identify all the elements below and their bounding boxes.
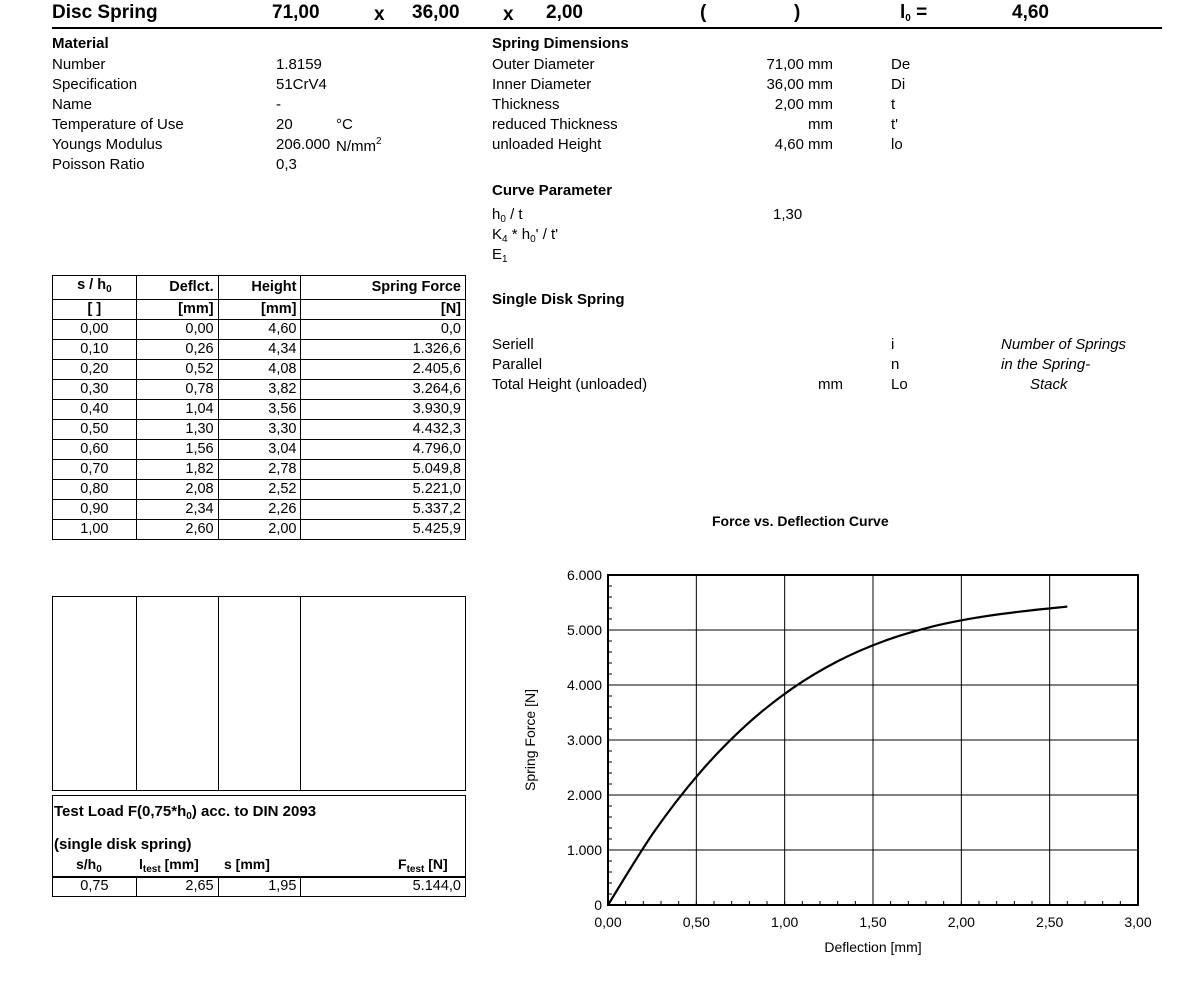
dimensions-heading: Spring Dimensions bbox=[492, 35, 629, 52]
x-tick-label: 1,50 bbox=[859, 914, 887, 930]
curve-param-h0t-value: 1,30 bbox=[773, 206, 803, 223]
dim-sym-thickness: t bbox=[891, 96, 896, 113]
cell: 2,26 bbox=[218, 500, 301, 520]
cell: 1,04 bbox=[136, 400, 218, 420]
material-heading: Material bbox=[52, 35, 109, 52]
table-row bbox=[53, 420, 466, 440]
dim-unit-height: mm bbox=[808, 136, 833, 153]
cell: 0,80 bbox=[53, 480, 137, 500]
single-note-2: in the Spring- bbox=[1001, 356, 1091, 373]
single-label-parallel: Parallel bbox=[492, 356, 543, 373]
testload-col-ltest: $l_{test}$ [mm] bbox=[139, 856, 199, 875]
cell: 1.326,6 bbox=[301, 340, 466, 360]
single-note-1: Number of Springs bbox=[1001, 336, 1127, 353]
empty-table-block bbox=[52, 596, 466, 791]
cell: 0,00 bbox=[136, 320, 218, 340]
dim-label-outer: Outer Diameter bbox=[492, 56, 595, 73]
cell: 0,00 bbox=[53, 320, 137, 340]
table-row bbox=[53, 460, 466, 480]
cell: 1,30 bbox=[136, 420, 218, 440]
testload-ltest-value: 2,65 bbox=[136, 877, 218, 897]
cell: 1,56 bbox=[136, 440, 218, 460]
cell: 2,00 bbox=[218, 520, 301, 540]
testload-col-ftest: $F_{test}$ [N] bbox=[398, 856, 448, 875]
cell: 0,70 bbox=[53, 460, 137, 480]
header-paren-close: ) bbox=[794, 2, 801, 23]
cell: 4,34 bbox=[218, 340, 301, 360]
testload-row bbox=[53, 877, 466, 897]
y-tick-label: 1.000 bbox=[566, 842, 602, 858]
cell: 4,60 bbox=[218, 320, 301, 340]
testload-values-table bbox=[52, 876, 466, 897]
y-tick-label: 3.000 bbox=[566, 732, 602, 748]
dim-value-inner: 36,00 bbox=[766, 76, 804, 93]
header-inner-diameter: 36,00 bbox=[412, 2, 460, 23]
cell: 2,08 bbox=[136, 480, 218, 500]
curve-param-h0t: $h_0$ / t bbox=[492, 206, 523, 225]
cell: 1,82 bbox=[136, 460, 218, 480]
table-row bbox=[53, 520, 466, 540]
cell: 0,26 bbox=[136, 340, 218, 360]
cell: 0,60 bbox=[53, 440, 137, 460]
col-unit-2: [mm] bbox=[136, 300, 218, 320]
chart-title: Force vs. Deflection Curve bbox=[712, 513, 889, 529]
col-unit-4: [N] bbox=[301, 300, 466, 320]
table-row bbox=[53, 480, 466, 500]
dim-sym-reduced: t' bbox=[891, 116, 899, 133]
cell: 3,82 bbox=[218, 380, 301, 400]
table-row bbox=[53, 340, 466, 360]
col-unit-3: [mm] bbox=[218, 300, 301, 320]
cell: 0,20 bbox=[53, 360, 137, 380]
material-unit-temp: °C bbox=[336, 116, 353, 133]
material-value-spec: 51CrV4 bbox=[276, 76, 327, 93]
dim-unit-outer: mm bbox=[808, 56, 833, 73]
cell: 4,08 bbox=[218, 360, 301, 380]
y-tick-label: 2.000 bbox=[566, 787, 602, 803]
material-value-number: 1.8159 bbox=[276, 56, 322, 73]
header-x1: x bbox=[374, 4, 385, 25]
y-tick-label: 0 bbox=[594, 897, 602, 913]
cell: 3.264,6 bbox=[301, 380, 466, 400]
y-axis-label: Spring Force [N] bbox=[522, 689, 538, 791]
table-header-row bbox=[53, 276, 466, 300]
cell: 0,50 bbox=[53, 420, 137, 440]
force-deflection-chart bbox=[500, 546, 1152, 986]
cell: 0,10 bbox=[53, 340, 137, 360]
dim-value-thickness: 2,00 bbox=[774, 96, 804, 113]
material-label-temp: Temperature of Use bbox=[52, 116, 184, 133]
material-value-poisson: 0,3 bbox=[276, 156, 297, 173]
col-unit-1: [ ] bbox=[53, 300, 137, 320]
x-tick-label: 2,00 bbox=[947, 914, 975, 930]
material-value-name: - bbox=[276, 96, 281, 113]
deflection-table bbox=[52, 275, 466, 540]
material-label-poisson: Poisson Ratio bbox=[52, 156, 145, 173]
cell: 5.337,2 bbox=[301, 500, 466, 520]
col-header-s-h0: s / $h_0$ bbox=[53, 276, 137, 300]
dim-unit-reduced: mm bbox=[808, 116, 833, 133]
material-value-youngs: 206.000 bbox=[276, 136, 331, 153]
single-sym-parallel: n bbox=[891, 356, 900, 373]
col-header-deflection: Deflct. bbox=[136, 276, 218, 300]
x-tick-label: 0,00 bbox=[594, 914, 622, 930]
cell: 3.930,9 bbox=[301, 400, 466, 420]
dim-sym-inner: Di bbox=[891, 76, 906, 93]
header-l0-label: $l_0$ = bbox=[900, 2, 928, 24]
empty-cell bbox=[218, 597, 301, 791]
title: Disc Spring bbox=[52, 2, 158, 23]
material-label-name: Name bbox=[52, 96, 93, 113]
testload-col-s: s [mm] bbox=[224, 856, 270, 872]
x-tick-label: 1,00 bbox=[771, 914, 799, 930]
material-label-youngs: Youngs Modulus bbox=[52, 136, 163, 153]
cell: 2,60 bbox=[136, 520, 218, 540]
single-unit-total: mm bbox=[818, 376, 843, 393]
curve-param-e1: $E_1$ bbox=[492, 246, 508, 265]
table-row bbox=[53, 360, 466, 380]
x-tick-label: 3,00 bbox=[1124, 914, 1152, 930]
header-outer-diameter: 71,00 bbox=[272, 2, 320, 23]
material-unit-youngs: $N/mm^2$ bbox=[336, 136, 382, 155]
header-l0-value: 4,60 bbox=[1012, 2, 1049, 23]
dim-unit-inner: mm bbox=[808, 76, 833, 93]
empty-cell bbox=[53, 597, 137, 791]
material-value-temp: 20 bbox=[276, 116, 293, 133]
curve-param-k4: $K_4 * h_0'$ / t' bbox=[492, 226, 559, 245]
cell: 0,52 bbox=[136, 360, 218, 380]
cell: 4.796,0 bbox=[301, 440, 466, 460]
single-label-seriell: Seriell bbox=[492, 336, 534, 353]
series-line-spring-force bbox=[608, 607, 1067, 905]
header-x2: x bbox=[503, 4, 514, 25]
table-row bbox=[53, 440, 466, 460]
cell: 2,78 bbox=[218, 460, 301, 480]
cell: 2,34 bbox=[136, 500, 218, 520]
cell: 0,78 bbox=[136, 380, 218, 400]
dim-value-height: 4,60 bbox=[774, 136, 804, 153]
material-label-spec: Specification bbox=[52, 76, 138, 93]
y-tick-label: 6.000 bbox=[566, 567, 602, 583]
dim-unit-thickness: mm bbox=[808, 96, 833, 113]
col-header-spring-force: Spring Force bbox=[301, 276, 466, 300]
table-row bbox=[53, 380, 466, 400]
cell: 0,90 bbox=[53, 500, 137, 520]
empty-cell bbox=[136, 597, 218, 791]
cell: 5.221,0 bbox=[301, 480, 466, 500]
testload-subtitle: (single disk spring) bbox=[54, 836, 192, 853]
table-row bbox=[53, 500, 466, 520]
single-note-3: Stack bbox=[1030, 376, 1068, 393]
cell: 5.049,8 bbox=[301, 460, 466, 480]
cell: 1,00 bbox=[53, 520, 137, 540]
single-sym-seriell: i bbox=[891, 336, 895, 353]
curve-parameter-heading: Curve Parameter bbox=[492, 182, 613, 199]
dim-sym-outer: De bbox=[891, 56, 911, 73]
cell: 0,40 bbox=[53, 400, 137, 420]
cell: 5.425,9 bbox=[301, 520, 466, 540]
y-tick-label: 5.000 bbox=[566, 622, 602, 638]
dim-label-height: unloaded Height bbox=[492, 136, 602, 153]
cell: 3,30 bbox=[218, 420, 301, 440]
cell: 4.432,3 bbox=[301, 420, 466, 440]
x-tick-label: 0,50 bbox=[682, 914, 710, 930]
cell: 3,56 bbox=[218, 400, 301, 420]
cell: 0,0 bbox=[301, 320, 466, 340]
dim-label-thickness: Thickness bbox=[492, 96, 560, 113]
testload-s-h0-value: 0,75 bbox=[53, 877, 137, 897]
testload-s-value: 1,95 bbox=[218, 877, 301, 897]
single-sym-total: Lo bbox=[891, 376, 908, 393]
table-row bbox=[53, 400, 466, 420]
cell: 0,30 bbox=[53, 380, 137, 400]
dim-label-inner: Inner Diameter bbox=[492, 76, 592, 93]
testload-col-s-h0: $s/h_0$ bbox=[76, 856, 102, 875]
cell: 2,52 bbox=[218, 480, 301, 500]
dim-sym-height: lo bbox=[891, 136, 903, 153]
table-unit-row bbox=[53, 300, 466, 320]
x-tick-label: 2,50 bbox=[1036, 914, 1064, 930]
material-label-number: Number bbox=[52, 56, 106, 73]
dim-value-outer: 71,00 bbox=[766, 56, 804, 73]
single-disk-heading: Single Disk Spring bbox=[492, 291, 625, 308]
table-row bbox=[53, 320, 466, 340]
col-header-height: Height bbox=[218, 276, 301, 300]
y-tick-label: 4.000 bbox=[566, 677, 602, 693]
testload-ftest-value: 5.144,0 bbox=[301, 877, 466, 897]
x-axis-label: Deflection [mm] bbox=[824, 939, 922, 955]
header-paren-open: ( bbox=[700, 2, 707, 23]
cell: 3,04 bbox=[218, 440, 301, 460]
empty-cell bbox=[301, 597, 466, 791]
single-label-total: Total Height (unloaded) bbox=[492, 376, 648, 393]
dim-label-reduced: reduced Thickness bbox=[492, 116, 618, 133]
testload-title: Test Load $F(0,75*h_0)$ acc. to DIN 2093 bbox=[54, 803, 317, 822]
header-thickness: 2,00 bbox=[546, 2, 583, 23]
cell: 2.405,6 bbox=[301, 360, 466, 380]
header-rule bbox=[52, 27, 1162, 29]
